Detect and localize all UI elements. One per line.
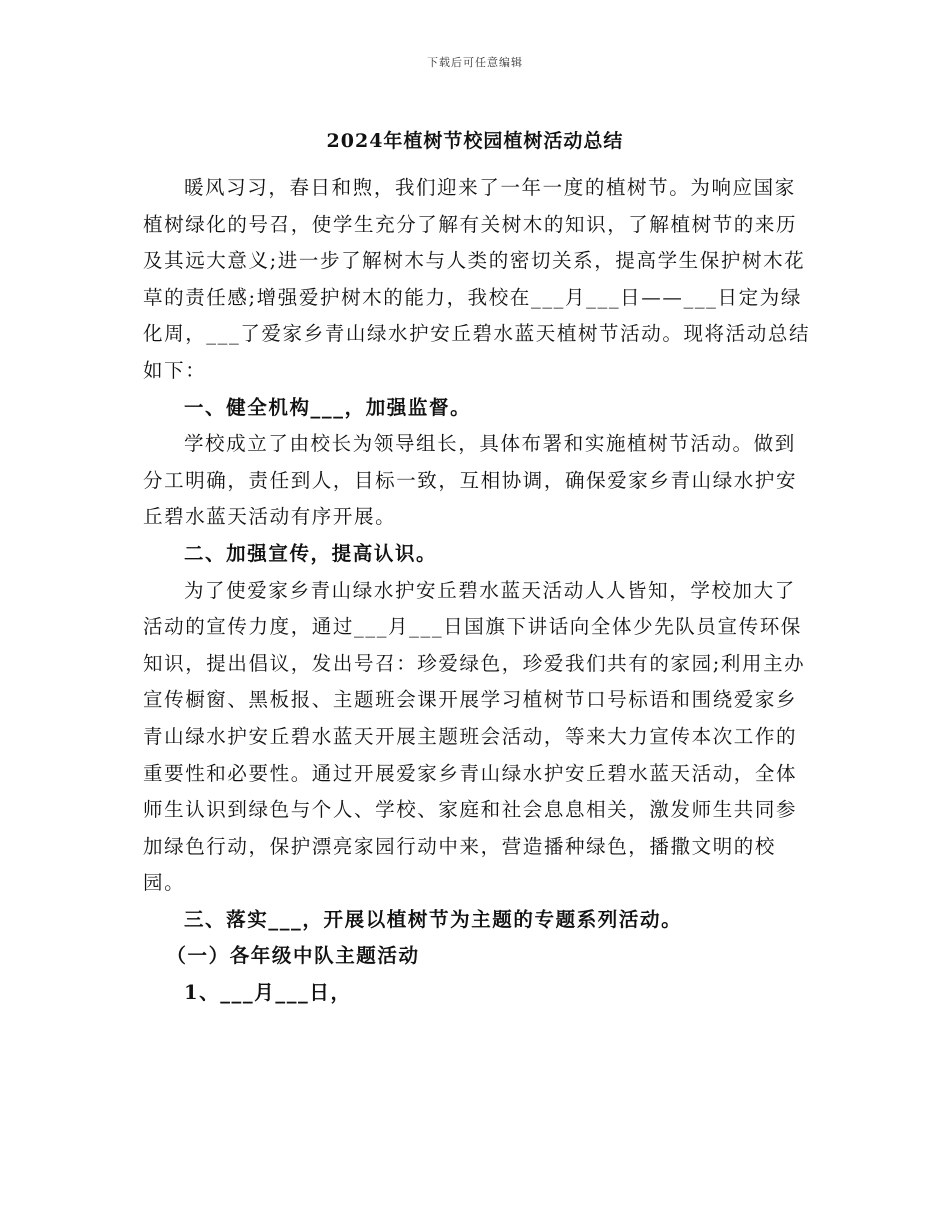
- section-1-paragraph: 学校成立了由校长为领导组长，具体布署和实施植树节活动。做到分工明确，责任到人，目标一致，互相协调，确保爱家乡青山绿水护安丘碧水蓝天活动有序开展。: [143, 432, 798, 529]
- document-body: [143, 170, 813, 1012]
- section-heading-3: 三、落实___，开展以植树节为主题的专题系列活动。: [183, 907, 683, 931]
- section-2-paragraph: 为了使爱家乡青山绿水护安丘碧水蓝天活动人人皆知，学校加大了活动的宣传力度，通过___月___日国旗下讲话向全体少先队员宣传环保知识，提出倡议，发出号召：珍爱绿色，珍爱我们共有的家园;利用主办宣传橱窗、黑板报、主题班会课开展学习植树节口号标语和围绕爱家乡青山绿水护安丘碧水蓝天开展主题班会活动，等来大力宣传本次工作的重要性和必要性。通过开展爱家乡青山绿水护安丘碧水蓝天活动，全体师生认识到绿色与个人、学校、家庭和社会息息相关，激发师生共同参加绿色行动，保护漂亮家园行动中来，营造播种绿色，播撒文明的校园。: [143, 578, 806, 895]
- section-heading-2: 二、加强宣传，提高认识。: [183, 541, 438, 565]
- page-title: 2024年植树节校园植树活动总结: [326, 130, 624, 152]
- list-item-1: 1、___月___日，: [183, 981, 352, 1005]
- intro-paragraph: 暖风习习，春日和煦，我们迎来了一年一度的植树节。为响应国家植树绿化的号召，使学生充分了解有关树木的知识，了解植树节的来历及其远大意义;进一步了解树木与人类的密切关系，提高学生保护树木花草的责任感;增强爱护树木的能力，我校在___月___日——___日定为绿化周，___了爱家乡青山绿水护安丘碧水蓝天植树节活动。现将活动总结如下：: [143, 176, 811, 382]
- section-heading-1: 一、健全机构___，加强监督。: [183, 395, 472, 419]
- subsection-heading-1: （一）各年级中队主题活动: [166, 944, 420, 968]
- header-note: 下载后可任意编辑: [427, 56, 523, 69]
